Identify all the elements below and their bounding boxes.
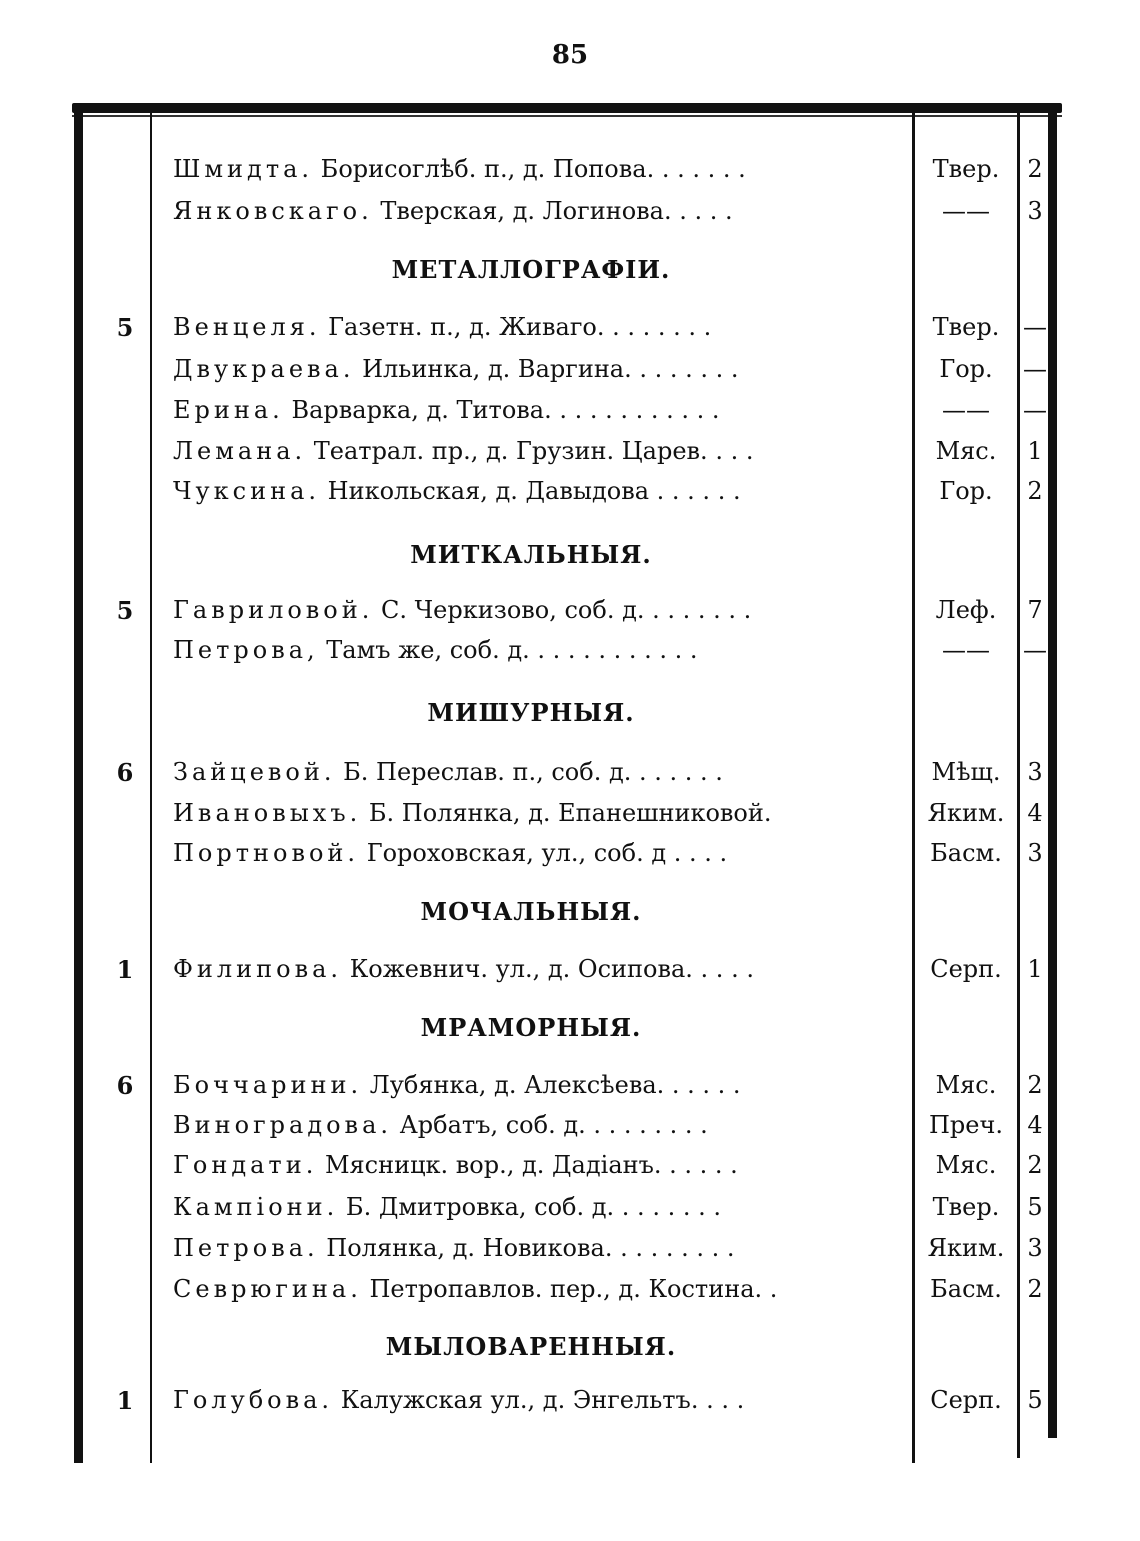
table-row	[0, 1386, 1140, 1426]
section-heading: МИШУРНЫЯ.	[427, 698, 635, 727]
row-district: Преч.	[929, 1111, 1003, 1139]
row-entry	[173, 839, 903, 867]
owner-address: Никольская, д. Давыдова . . . . . .	[320, 477, 741, 505]
row-district: Твер.	[932, 313, 1000, 341]
row-entry	[173, 155, 903, 183]
owner-address: Борисоглѣб. п., д. Попова. . . . . . .	[313, 155, 746, 183]
row-quantity: 2	[1027, 477, 1043, 505]
row-district: Серп.	[930, 955, 1002, 983]
row-quantity: 4	[1027, 1111, 1043, 1139]
row-entry	[173, 313, 903, 341]
owner-name: Лемана.	[173, 437, 307, 465]
owner-name: Петрова,	[173, 636, 319, 664]
row-quantity: —	[1023, 636, 1047, 664]
row-quantity: —	[1023, 355, 1047, 383]
row-district: Мяс.	[935, 437, 997, 465]
table-row	[0, 1275, 1140, 1315]
owner-address: Лубянка, д. Алексѣева. . . . . .	[362, 1071, 741, 1099]
owner-address: Б. Дмитровка, соб. д. . . . . . . .	[338, 1193, 721, 1221]
row-district: Гор.	[939, 355, 993, 383]
row-quantity: 5	[1027, 1386, 1043, 1414]
row-quantity: 2	[1027, 1151, 1043, 1179]
table-row	[0, 396, 1140, 436]
owner-name: Шмидта.	[173, 155, 314, 183]
table-row	[0, 758, 1140, 798]
top-rule	[72, 103, 1062, 113]
row-quantity: 1	[1027, 437, 1043, 465]
row-district: ——	[942, 197, 990, 225]
row-district: Басм.	[930, 1275, 1002, 1303]
owner-address: Театрал. пр., д. Грузин. Царев. . . .	[306, 437, 754, 465]
table-row	[0, 1193, 1140, 1233]
row-count: 5	[116, 313, 134, 342]
row-quantity: 1	[1027, 955, 1043, 983]
owner-name: Филипова.	[173, 955, 343, 983]
owner-name: Севрюгина.	[173, 1275, 362, 1303]
owner-address: С. Черкизово, соб. д. . . . . . . .	[373, 596, 752, 624]
row-quantity: —	[1023, 313, 1047, 341]
row-quantity: 2	[1027, 155, 1043, 183]
owner-address: Ильинка, д. Варгина. . . . . . . .	[354, 355, 739, 383]
row-entry	[173, 636, 903, 664]
table-row	[0, 596, 1140, 636]
row-entry	[173, 1071, 903, 1099]
row-entry	[173, 355, 903, 383]
row-entry	[173, 799, 903, 827]
owner-name: Зайцевой.	[173, 758, 336, 786]
row-district: Басм.	[930, 839, 1002, 867]
row-quantity: 3	[1027, 197, 1043, 225]
owner-address: Полянка, д. Новикова. . . . . . . . .	[318, 1234, 735, 1262]
section-heading: МРАМОРНЫЯ.	[420, 1013, 642, 1042]
row-entry	[173, 197, 903, 225]
owner-address: Варварка, д. Титова. . . . . . . . . . . .	[283, 396, 720, 424]
page-number: 85	[551, 40, 589, 70]
row-district: Твер.	[932, 1193, 1000, 1221]
row-entry	[173, 1151, 903, 1179]
row-count: 1	[116, 955, 134, 984]
owner-name: Чуксина.	[173, 477, 321, 505]
owner-name: Боччарини.	[173, 1071, 363, 1099]
row-entry	[173, 955, 903, 983]
row-entry	[173, 437, 903, 465]
owner-name: Ивановыхъ.	[173, 799, 362, 827]
row-district: Твер.	[932, 155, 1000, 183]
section-heading: МИТКАЛЬНЫЯ.	[410, 540, 652, 569]
row-entry	[173, 758, 903, 786]
row-district: Яким.	[927, 1234, 1005, 1262]
row-entry	[173, 477, 903, 505]
owner-address: Арбатъ, соб. д. . . . . . . . .	[392, 1111, 708, 1139]
table-row	[0, 155, 1140, 195]
row-count: 6	[116, 1071, 134, 1100]
table-row	[0, 1071, 1140, 1111]
section-heading: МЫЛОВАРЕННЫЯ.	[385, 1332, 677, 1361]
owner-address: Тамъ же, соб. д. . . . . . . . . . . .	[318, 636, 698, 664]
row-entry	[173, 1193, 903, 1221]
owner-name: Венцеля.	[173, 313, 321, 341]
table-row	[0, 1111, 1140, 1151]
row-quantity: 2	[1027, 1071, 1043, 1099]
owner-name: Виноградова.	[173, 1111, 392, 1139]
section-heading: МЕТАЛЛОГРАФІИ.	[391, 255, 671, 284]
row-district: Мяс.	[935, 1151, 997, 1179]
row-quantity: 4	[1027, 799, 1043, 827]
row-district: Гор.	[939, 477, 993, 505]
owner-name: Гондати.	[173, 1151, 318, 1179]
row-district: ——	[942, 396, 990, 424]
row-district: Мяс.	[935, 1071, 997, 1099]
owner-address: Кожевнич. ул., д. Осипова. . . . .	[342, 955, 754, 983]
table-row	[0, 636, 1140, 676]
owner-address: Тверская, д. Логинова. . . . .	[372, 197, 733, 225]
owner-address: Б. Переслав. п., соб. д. . . . . . .	[335, 758, 723, 786]
row-count: 5	[116, 596, 134, 625]
table-row	[0, 477, 1140, 517]
row-entry	[173, 1111, 903, 1139]
row-count: 1	[116, 1386, 134, 1415]
table-row	[0, 799, 1140, 839]
table-row	[0, 313, 1140, 353]
table-row	[0, 437, 1140, 477]
table-row	[0, 1151, 1140, 1191]
row-entry	[173, 1234, 903, 1262]
row-quantity: 5	[1027, 1193, 1043, 1221]
owner-name: Голубова.	[173, 1386, 334, 1414]
owner-name: Петрова.	[173, 1234, 319, 1262]
row-district: Яким.	[927, 799, 1005, 827]
row-district: Серп.	[930, 1386, 1002, 1414]
table-row	[0, 955, 1140, 995]
owner-address: Газетн. п., д. Живаго. . . . . . . .	[320, 313, 712, 341]
owner-name: Кампіони.	[173, 1193, 339, 1221]
row-quantity: 2	[1027, 1275, 1043, 1303]
row-quantity: 3	[1027, 839, 1043, 867]
owner-address: Петропавлов. пер., д. Костина. .	[361, 1275, 778, 1303]
row-district: ——	[942, 636, 990, 664]
row-count: 6	[116, 758, 134, 787]
owner-name: Ерина.	[173, 396, 284, 424]
table-row	[0, 197, 1140, 237]
row-quantity: —	[1023, 396, 1047, 424]
owner-address: Б. Полянка, д. Епанешниковой.	[361, 799, 772, 827]
owner-name: Гавриловой.	[173, 596, 374, 624]
owner-name: Янковскаго.	[173, 197, 373, 225]
owner-address: Мясницк. вор., д. Дадіанъ. . . . . .	[317, 1151, 738, 1179]
row-entry	[173, 1275, 903, 1303]
owner-address: Калужская ул., д. Энгельтъ. . . .	[333, 1386, 745, 1414]
section-heading: МОЧАЛЬНЫЯ.	[420, 897, 642, 926]
table-row	[0, 355, 1140, 395]
table-row	[0, 839, 1140, 879]
row-quantity: 3	[1027, 758, 1043, 786]
row-quantity: 3	[1027, 1234, 1043, 1262]
row-entry	[173, 596, 903, 624]
owner-address: Гороховская, ул., соб. д . . . .	[359, 839, 728, 867]
row-district: Леф.	[935, 596, 997, 624]
owner-name: Портновой.	[173, 839, 360, 867]
row-entry	[173, 396, 903, 424]
row-entry	[173, 1386, 903, 1414]
row-district: Мѣщ.	[931, 758, 1001, 786]
owner-name: Двукраева.	[173, 355, 355, 383]
table-row	[0, 1234, 1140, 1274]
row-quantity: 7	[1027, 596, 1043, 624]
